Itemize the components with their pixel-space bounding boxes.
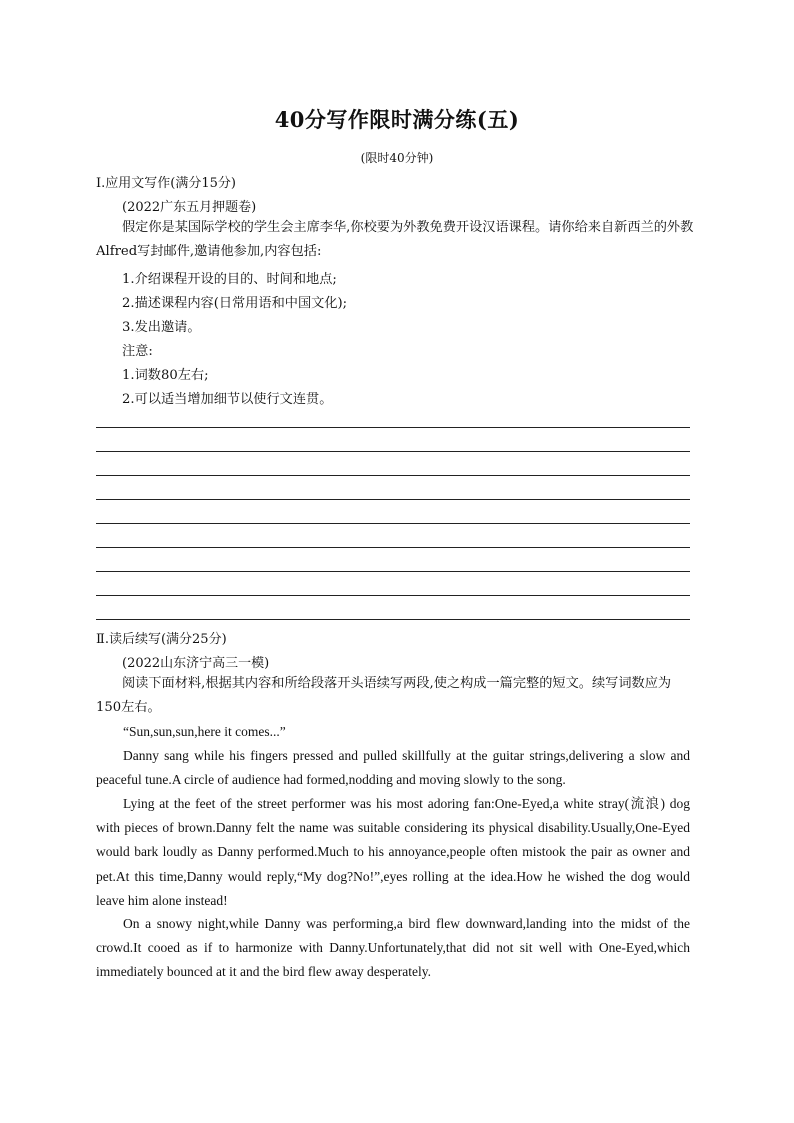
section1-point-2: 2.描述课程内容(日常用语和中国文化); <box>122 296 348 311</box>
section1-point-3: 3.发出邀请。 <box>122 320 201 335</box>
section1-source: (2022广东五月押题卷) <box>122 200 257 215</box>
answer-line[interactable] <box>96 451 690 452</box>
section1-heading: Ⅰ.应用文写作(满分15分) <box>96 176 236 191</box>
section1-note-2: 2.可以适当增加细节以使行文连贯。 <box>122 392 333 407</box>
answer-line[interactable] <box>96 547 690 548</box>
answer-line[interactable] <box>96 523 690 524</box>
story-paragraph-4: On a snowy night,while Danny was performing,a bird flew downward,landing into the midst of the crowd.It cooed as if to harmonize with Danny.Unfortunately,that did not sit well with One-Eyed,which immediately bounced at it and the bird flew away desperately. <box>96 916 690 980</box>
story-paragraph-2: Danny sang while his fingers pressed and pulled skillfully at the guitar strings,delivering a slow and peaceful tune.A circle of audience had formed,nodding and moving slowly to the song. <box>96 748 690 788</box>
page-title: 40分写作限时满分练(五) <box>274 107 520 132</box>
section2-source: (2022山东济宁高三一模) <box>122 656 270 671</box>
section2-prompt: 阅读下面材料,根据其内容和所给段落开头语续写两段,使之构成一篇完整的短文。续写词数应为150左右。 <box>96 676 672 715</box>
answer-line[interactable] <box>96 571 690 572</box>
answer-line[interactable] <box>96 427 690 428</box>
section1-prompt: 假定你是某国际学校的学生会主席李华,你校要为外教免费开设汉语课程。请你给来自新西兰的外教Alfred写封邮件,邀请他参加,内容包括: <box>96 220 694 259</box>
time-limit: (限时40分钟) <box>360 151 434 165</box>
story-paragraph-3: Lying at the feet of the street performer was his most adoring fan:One-Eyed,a white stray(流浪) dog with pieces of brown.Danny felt the name was suitable considering its physical disability.Usually,One-Eyed would bark loudly as Danny performed.Much to his annoyance,people often mistook the pair as owner and pet.At this time,Danny would reply,“My dog?No!”,eyes rolling at the idea.How he wished the dog would leave him alone instead! <box>96 796 690 908</box>
answer-line[interactable] <box>96 499 690 500</box>
section1-point-1: 1.介绍课程开设的目的、时间和地点; <box>122 272 337 287</box>
section2-heading: Ⅱ.读后续写(满分25分) <box>96 632 227 647</box>
answer-line[interactable] <box>96 475 690 476</box>
answer-line[interactable] <box>96 619 690 620</box>
section1-note-1: 1.词数80左右; <box>122 368 209 383</box>
section1-note-label: 注意: <box>122 344 153 359</box>
answer-line[interactable] <box>96 595 690 596</box>
story-paragraph-1: “Sun,sun,sun,here it comes...” <box>123 724 286 739</box>
